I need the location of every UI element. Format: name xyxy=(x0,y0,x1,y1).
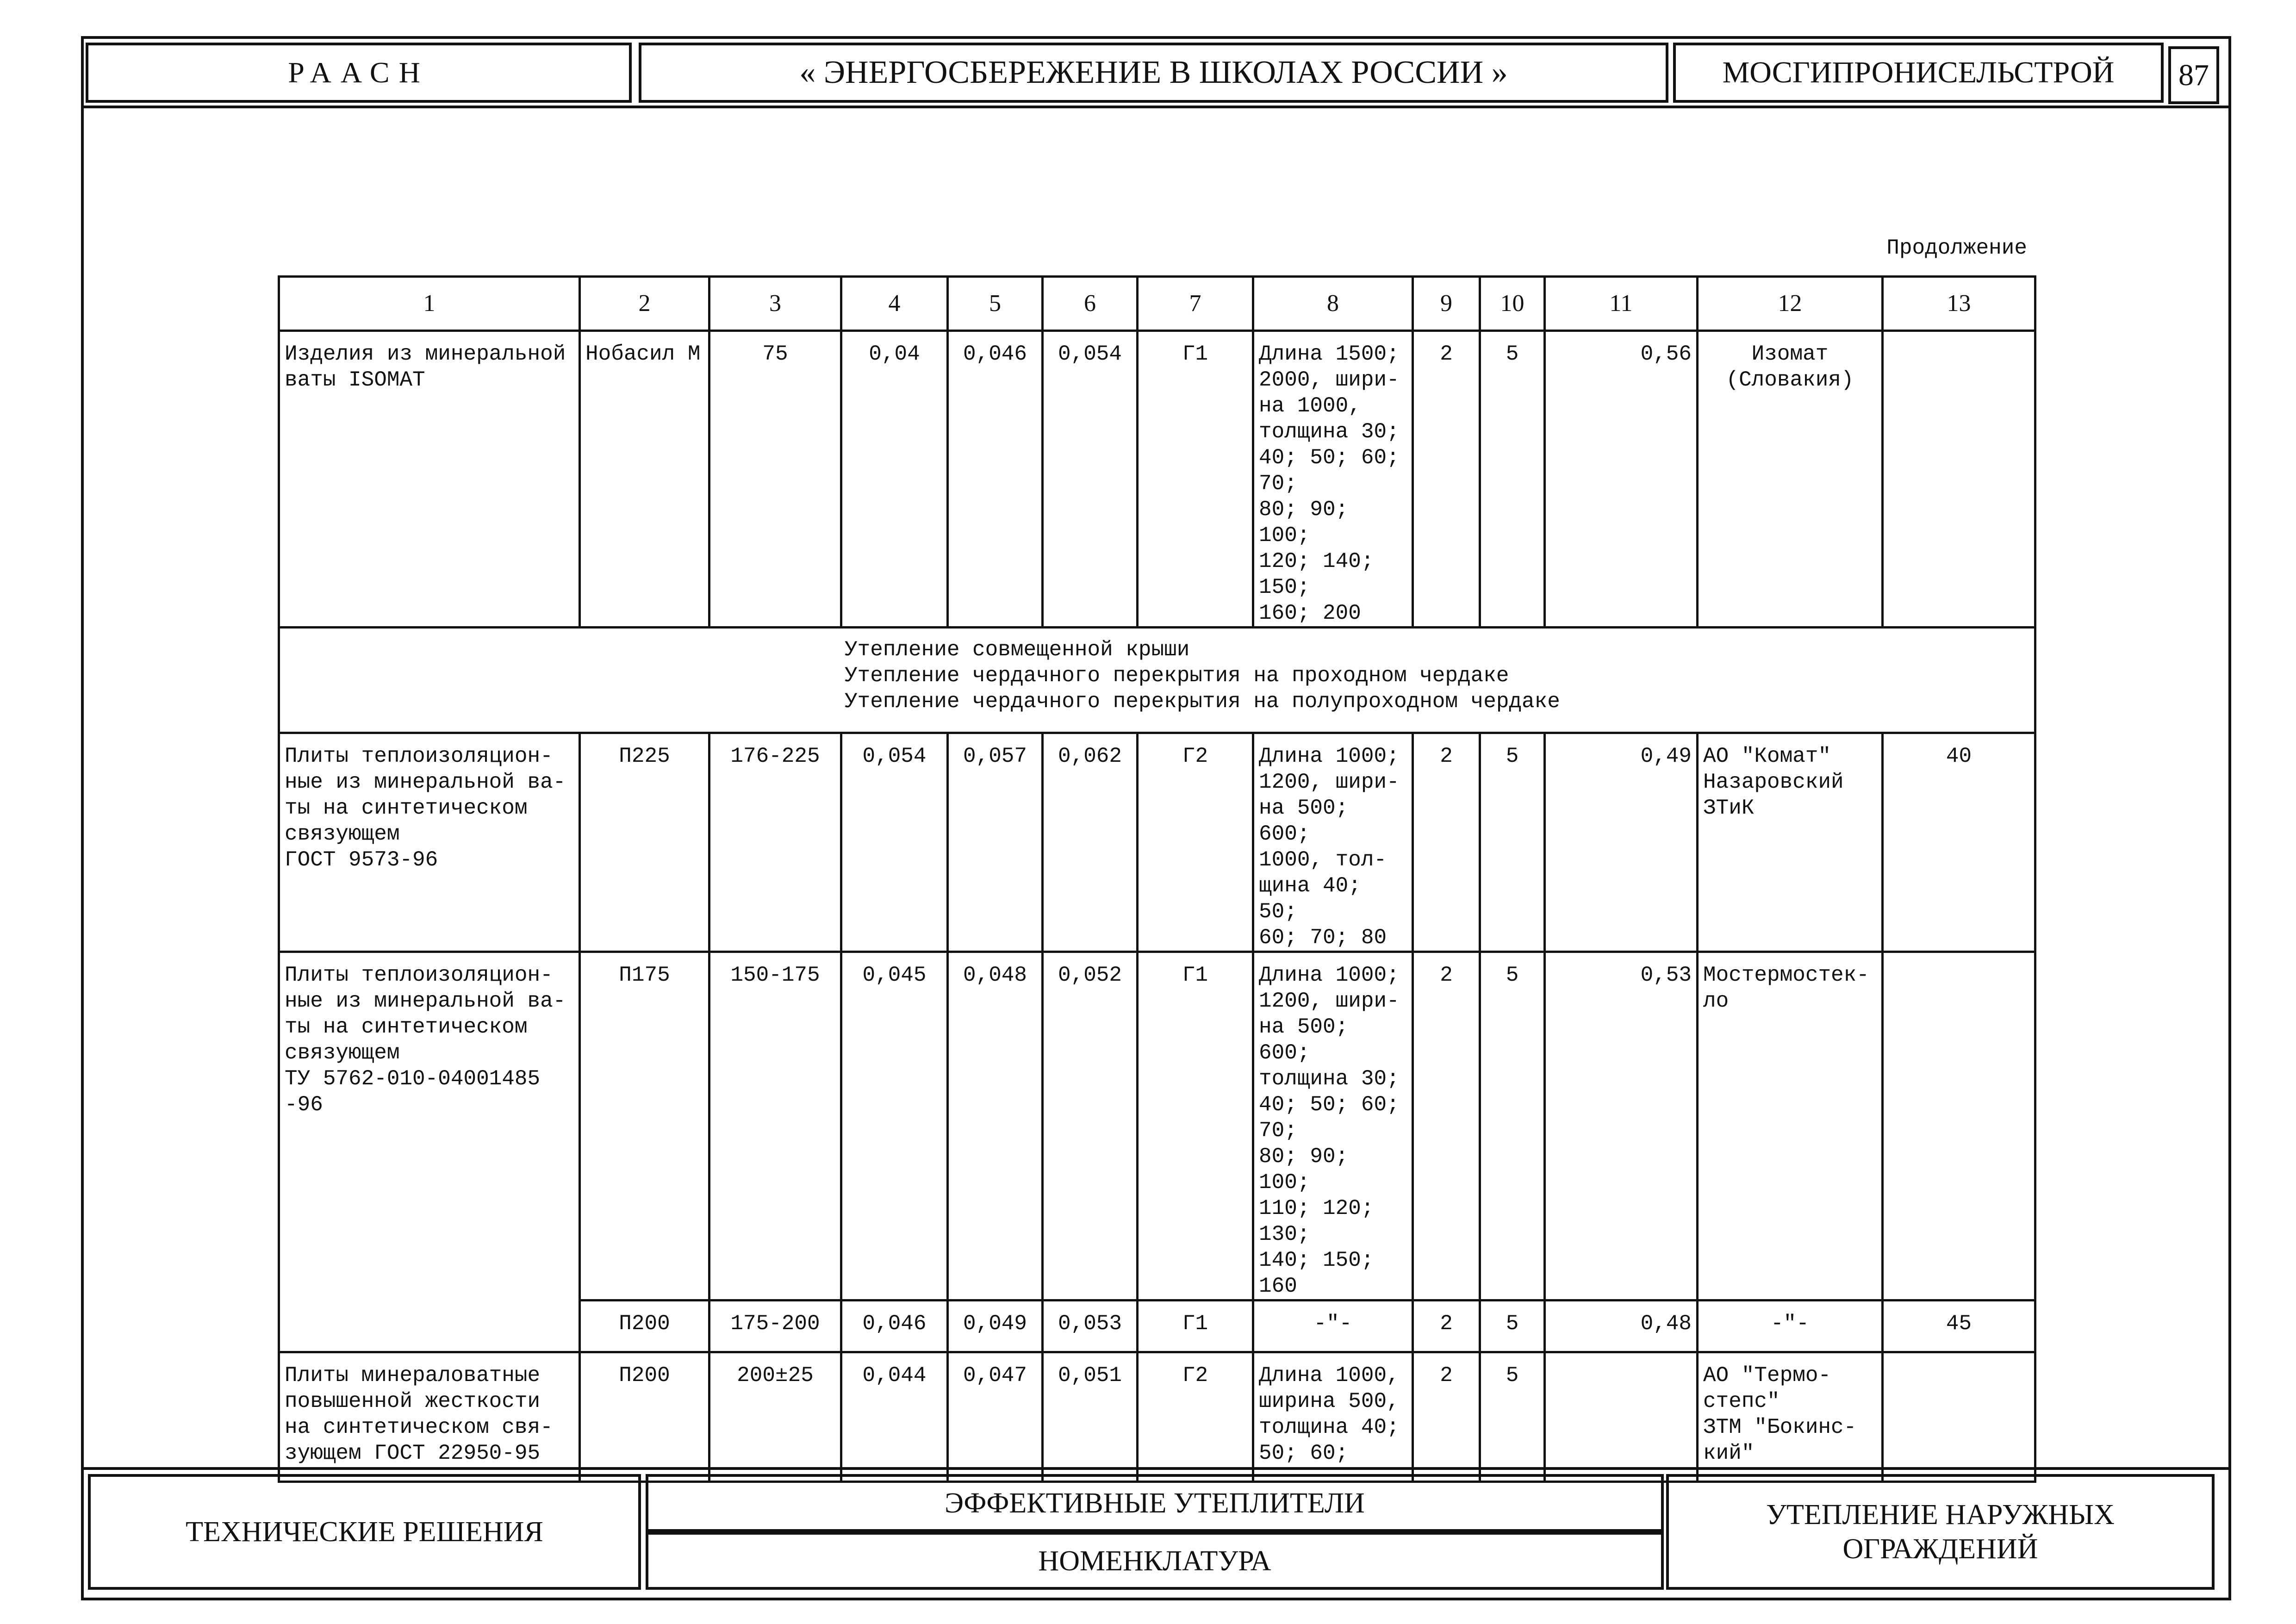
table-cell: -"- xyxy=(1698,1300,1883,1352)
column-header: 8 xyxy=(1253,277,1413,331)
table-cell: 0,054 xyxy=(1043,331,1138,628)
table-cell: АО "Термо- степс" ЗТМ "Бокинс- кий" xyxy=(1698,1352,1883,1482)
table-cell: Г1 xyxy=(1138,1300,1253,1352)
table-row xyxy=(279,1352,2035,1482)
table-cell: 0,049 xyxy=(948,1300,1043,1352)
table-cell: 0,048 xyxy=(948,952,1043,1300)
table-cell: 0,062 xyxy=(1043,733,1138,952)
table-cell: П225 xyxy=(580,733,709,952)
table-cell: Длина 1000, ширина 500, толщина 40; 50; 60; xyxy=(1253,1352,1413,1482)
table-cell: 5 xyxy=(1480,331,1545,628)
footer-effective-insulation: ЭФФЕКТИВНЫЕ УТЕПЛИТЕЛИ xyxy=(646,1474,1664,1532)
table-cell: -"- xyxy=(1253,1300,1413,1352)
table-cell: 2 xyxy=(1413,733,1480,952)
table-cell: П175 xyxy=(580,952,709,1300)
table-cell: П200 xyxy=(580,1352,709,1482)
table-cell: Плиты минераловатные повышенной жесткости на синтетическом свя- зующем ГОСТ 22950-95 xyxy=(279,1352,580,1482)
table-cell: 0,04 xyxy=(841,331,948,628)
table-row xyxy=(279,733,2035,952)
page-number: 87 xyxy=(2168,46,2219,104)
table-cell: 0,047 xyxy=(948,1352,1043,1482)
table-cell: 200±25 xyxy=(709,1352,841,1482)
footer-nomenclature: НОМЕНКЛАТУРА xyxy=(646,1532,1664,1590)
column-header: 10 xyxy=(1480,277,1545,331)
footer-technical-solutions: ТЕХНИЧЕСКИЕ РЕШЕНИЯ xyxy=(88,1474,641,1590)
column-header: 6 xyxy=(1043,277,1138,331)
column-header: 3 xyxy=(709,277,841,331)
continuation-label: Продолжение xyxy=(1886,236,2027,260)
footer-divider xyxy=(83,1467,2231,1470)
table-row xyxy=(279,952,2035,1300)
merged-note-row xyxy=(279,628,2035,733)
table-cell: Нобасил М xyxy=(580,331,709,628)
table-cell: Мостермостек- ло xyxy=(1698,952,1883,1300)
table-cell: 0,051 xyxy=(1043,1352,1138,1482)
header-title: « ЭНЕРГОСБЕРЕЖЕНИЕ В ШКОЛАХ РОССИИ » xyxy=(639,43,1668,103)
table-cell xyxy=(1883,331,2035,628)
header-divider xyxy=(83,106,2231,108)
table-cell: Длина 1000; 1200, шири- на 500; 600; 1000, тол- щина 40; 50; 60; 70; 80 xyxy=(1253,733,1413,952)
header-org: РААСН xyxy=(86,43,632,103)
table-cell: 2 xyxy=(1413,331,1480,628)
table-cell: Изделия из минеральной ваты ISOMAT xyxy=(279,331,580,628)
footer-external-walls: УТЕПЛЕНИЕ НАРУЖНЫХ ОГРАЖДЕНИЙ xyxy=(1666,1474,2215,1590)
table-cell: Г1 xyxy=(1138,952,1253,1300)
table-cell: 45 xyxy=(1883,1300,2035,1352)
table-cell: 2 xyxy=(1413,1352,1480,1482)
table-cell: 5 xyxy=(1480,952,1545,1300)
table-cell: 0,046 xyxy=(948,331,1043,628)
table-cell: 0,045 xyxy=(841,952,948,1300)
column-header: 7 xyxy=(1138,277,1253,331)
table-cell: 175-200 xyxy=(709,1300,841,1352)
table-cell: 5 xyxy=(1480,733,1545,952)
table-cell: 5 xyxy=(1480,1352,1545,1482)
table-cell: АО "Комат" Назаровский ЗТиК xyxy=(1698,733,1883,952)
table-cell: Плиты теплоизоляцион- ные из минеральной ва- ты на синтетическом связующем ГОСТ 9573-96 xyxy=(279,733,580,952)
column-header: 1 xyxy=(279,277,580,331)
table-cell: Плиты теплоизоляцион- ные из минеральной ва- ты на синтетическом связующем ТУ 5762-010-04001485 -96 xyxy=(279,952,580,1352)
column-header: 11 xyxy=(1545,277,1698,331)
column-header: 5 xyxy=(948,277,1043,331)
column-header: 2 xyxy=(580,277,709,331)
table-cell: Изомат (Словакия) xyxy=(1698,331,1883,628)
table-cell: 176-225 xyxy=(709,733,841,952)
column-header: 13 xyxy=(1883,277,2035,331)
table-cell: 0,49 xyxy=(1545,733,1698,952)
table-cell: 0,53 xyxy=(1545,952,1698,1300)
table-cell: 5 xyxy=(1480,1300,1545,1352)
table-cell: 75 xyxy=(709,331,841,628)
column-header: 9 xyxy=(1413,277,1480,331)
table-cell xyxy=(1545,1352,1698,1482)
table-cell: 0,052 xyxy=(1043,952,1138,1300)
table-cell: Длина 1000; 1200, шири- на 500; 600; толщина 30; 40; 50; 60; 70; 80; 90; 100; 110; 120; 130; 140; 150; 160 xyxy=(1253,952,1413,1300)
table-cell: Длина 1500; 2000, шири- на 1000, толщина 30; 40; 50; 60; 70; 80; 90; 100; 120; 140; 150; 160; 200 xyxy=(1253,331,1413,628)
table-header-row xyxy=(279,277,2035,331)
table-cell: 0,057 xyxy=(948,733,1043,952)
table-cell: 0,046 xyxy=(841,1300,948,1352)
table-cell: 0,053 xyxy=(1043,1300,1138,1352)
column-header: 4 xyxy=(841,277,948,331)
merged-note: Утепление совмещенной крыши Утепление чердачного перекрытия на проходном чердаке Утепление чердачного перекрытия на полупроходном чердаке xyxy=(279,628,2035,733)
table-cell: 2 xyxy=(1413,1300,1480,1352)
table-row xyxy=(279,331,2035,628)
column-header: 12 xyxy=(1698,277,1883,331)
table-cell: 0,56 xyxy=(1545,331,1698,628)
table-cell: П200 xyxy=(580,1300,709,1352)
table-cell: 0,054 xyxy=(841,733,948,952)
table-cell: 2 xyxy=(1413,952,1480,1300)
table-cell xyxy=(1883,952,2035,1300)
header-institute: МОСГИПРОНИСЕЛЬСТРОЙ xyxy=(1673,43,2164,103)
table-cell: 0,044 xyxy=(841,1352,948,1482)
table-cell: Г2 xyxy=(1138,733,1253,952)
table-cell: 40 xyxy=(1883,733,2035,952)
table-cell: Г2 xyxy=(1138,1352,1253,1482)
table-cell: Г1 xyxy=(1138,331,1253,628)
table-cell xyxy=(1883,1352,2035,1482)
nomenclature-table xyxy=(278,275,2036,1483)
table-cell: 150-175 xyxy=(709,952,841,1300)
table-cell: 0,48 xyxy=(1545,1300,1698,1352)
